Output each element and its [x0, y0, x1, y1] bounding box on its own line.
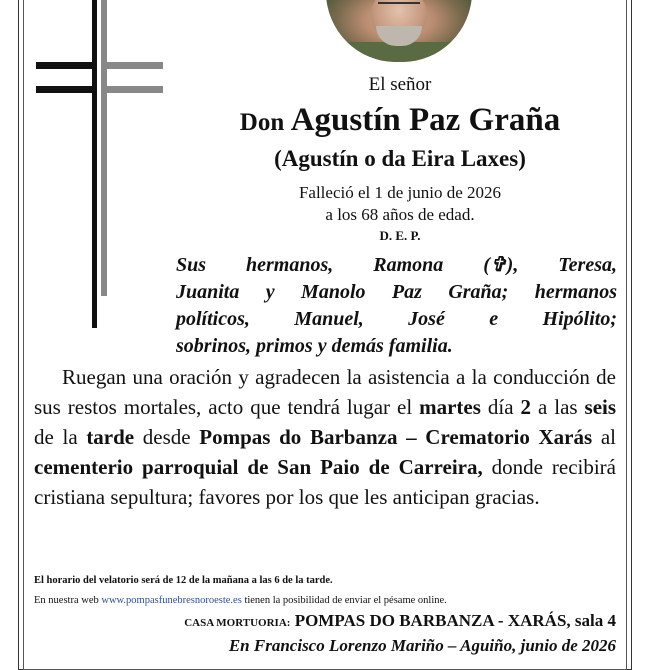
alias: (Agustín o da Eira Laxes)	[274, 146, 526, 171]
rip: D. E. P.	[379, 228, 421, 243]
destination: cementerio parroquial de San Paio de Carreira,	[34, 455, 483, 479]
age: a los 68 años de edad.	[325, 205, 475, 224]
casa-label: CASA MORTUORIA:	[184, 617, 291, 629]
family-line: políticos, Manuel, José e Hipólito;	[176, 308, 617, 330]
full-name: Agustín Paz Graña	[290, 102, 561, 138]
intro-text: El señor	[368, 74, 432, 95]
website-link[interactable]: www.pompasfunebresnoroeste.es	[101, 595, 242, 606]
death-date: Falleció el 1 de junio de 2026	[298, 183, 502, 202]
family-line: sobrinos, primos y demás familia.	[176, 335, 453, 357]
funeral-home	[184, 611, 616, 631]
family-line: Sus hermanos, Ramona (✞), Teresa,	[176, 254, 617, 276]
honorific: Don	[239, 109, 285, 136]
schedule-note: El horario del velatorio será de 12 de la mañana a las 6 de la tarde.	[34, 575, 333, 586]
cross-arm-black	[36, 62, 97, 69]
family-list	[176, 252, 617, 360]
cross-arm-gray	[107, 62, 163, 69]
place-date: En Francisco Lorenzo Mariño – Aguiño, junio de 2026	[228, 636, 616, 655]
deceased-name	[0, 102, 650, 139]
casa-value: POMPAS DO BARBANZA - XARÁS, sala 4	[290, 611, 616, 630]
web-note: En nuestra web www.pompasfunebresnoroeste.es tienen la posibilidad de enviar el pésame online.	[34, 595, 447, 606]
origin: Pompas do Barbanza – Crematorio Xarás	[199, 425, 593, 449]
portrait-photo	[326, 0, 472, 62]
family-line: Juanita y Manolo Paz Graña; hermanos	[176, 281, 617, 303]
day-number: 2	[520, 395, 531, 419]
tarde: tarde	[86, 425, 135, 449]
announcement-body: Ruegan una oración y agradecen la asistencia a la conducción de sus restos mortales, acto que tendrá lugar el martes día 2 a las seis de la tarde desde Pompas do Barbanza – Crematorio Xarás al cementerio parroquial de San Paio de Carreira, donde recibirá cristiana sepultura; favores por los que les anticipan gracias.	[34, 365, 617, 509]
day-label: martes	[419, 395, 481, 419]
hour: seis	[584, 395, 617, 419]
